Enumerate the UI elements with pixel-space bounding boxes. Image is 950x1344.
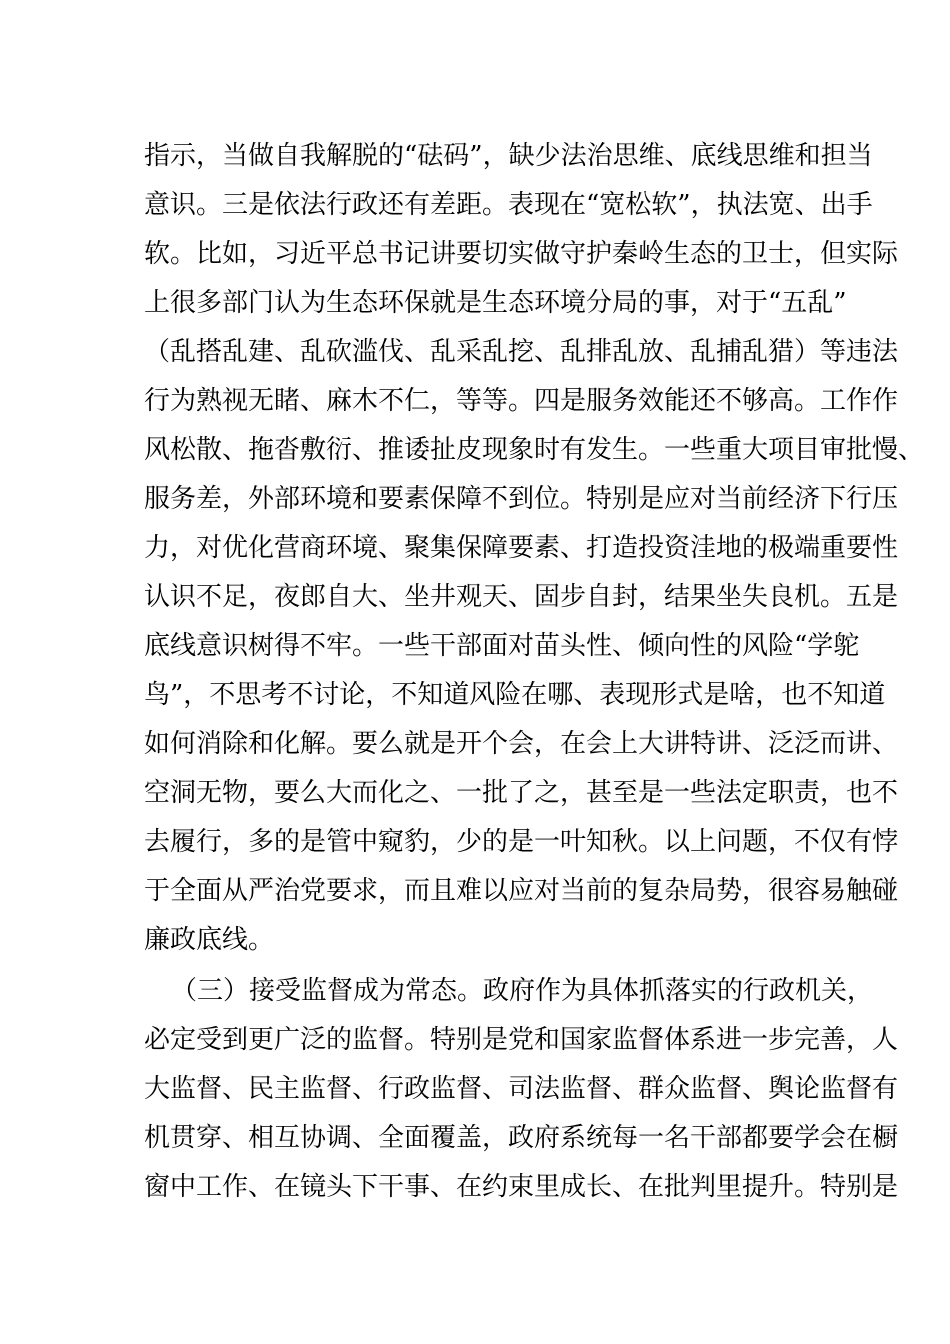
text-line: 廉政底线。 xyxy=(144,925,275,955)
text-line: 鸟”，不思考不讨论，不知道风险在哪、表现形式是啥，也不知道 xyxy=(144,680,886,710)
text-line: （三）接受监督成为常态。政府作为具体抓落实的行政机关， xyxy=(171,976,874,1006)
paragraph-2 xyxy=(144,967,899,1212)
text-line: 底线意识树得不牢。一些干部面对苗头性、倾向性的风险“学鸵 xyxy=(144,631,860,661)
text-line: 风松散、拖沓敷衍、推诿扯皮现象时有发生。一些重大项目审批慢、 xyxy=(144,435,925,465)
text-line: 上很多部门认为生态环保就是生态环境分局的事，对于“五乱” xyxy=(144,288,847,318)
text-line: 服务差，外部环境和要素保障不到位。特别是应对当前经济下行压 xyxy=(144,484,899,514)
text-line: 如何消除和化解。要么就是开个会，在会上大讲特讲、泛泛而讲、 xyxy=(144,729,899,759)
text-line: 意识。三是依法行政还有差距。表现在“宽松软”，执法宽、出手 xyxy=(144,190,873,220)
text-line: 软。比如，习近平总书记讲要切实做守护秦岭生态的卫士，但实际 xyxy=(144,239,899,269)
text-line: 力，对优化营商环境、聚集保障要素、打造投资洼地的极端重要性 xyxy=(144,533,899,563)
text-line: 窗中工作、在镜头下干事、在约束里成长、在批判里提升。特别是 xyxy=(144,1172,899,1202)
text-line: 行为熟视无睹、麻木不仁，等等。四是服务效能还不够高。工作作 xyxy=(144,386,899,416)
text-line: 机贯穿、相互协调、全面覆盖，政府系统每一名干部都要学会在橱 xyxy=(144,1123,899,1153)
text-line: 空洞无物，要么大而化之、一批了之，甚至是一些法定职责，也不 xyxy=(144,778,899,808)
text-line: 大监督、民主监督、行政监督、司法监督、群众监督、舆论监督有 xyxy=(144,1074,899,1104)
body-text xyxy=(144,132,925,1212)
text-line: （乱搭乱建、乱砍滥伐、乱采乱挖、乱排乱放、乱捕乱猎）等违法 xyxy=(144,337,899,367)
text-line: 指示，当做自我解脱的“砝码”，缺少法治思维、底线思维和担当 xyxy=(144,141,873,171)
text-line: 于全面从严治党要求，而且难以应对当前的复杂局势，很容易触碰 xyxy=(144,876,899,906)
text-line: 去履行，多的是管中窥豹，少的是一叶知秋。以上问题，不仅有悖 xyxy=(144,827,899,857)
text-line: 必定受到更广泛的监督。特别是党和国家监督体系进一步完善，人 xyxy=(144,1025,899,1055)
text-line: 认识不足，夜郎自大、坐井观天、固步自封，结果坐失良机。五是 xyxy=(144,582,899,612)
paragraph-1 xyxy=(144,132,925,965)
